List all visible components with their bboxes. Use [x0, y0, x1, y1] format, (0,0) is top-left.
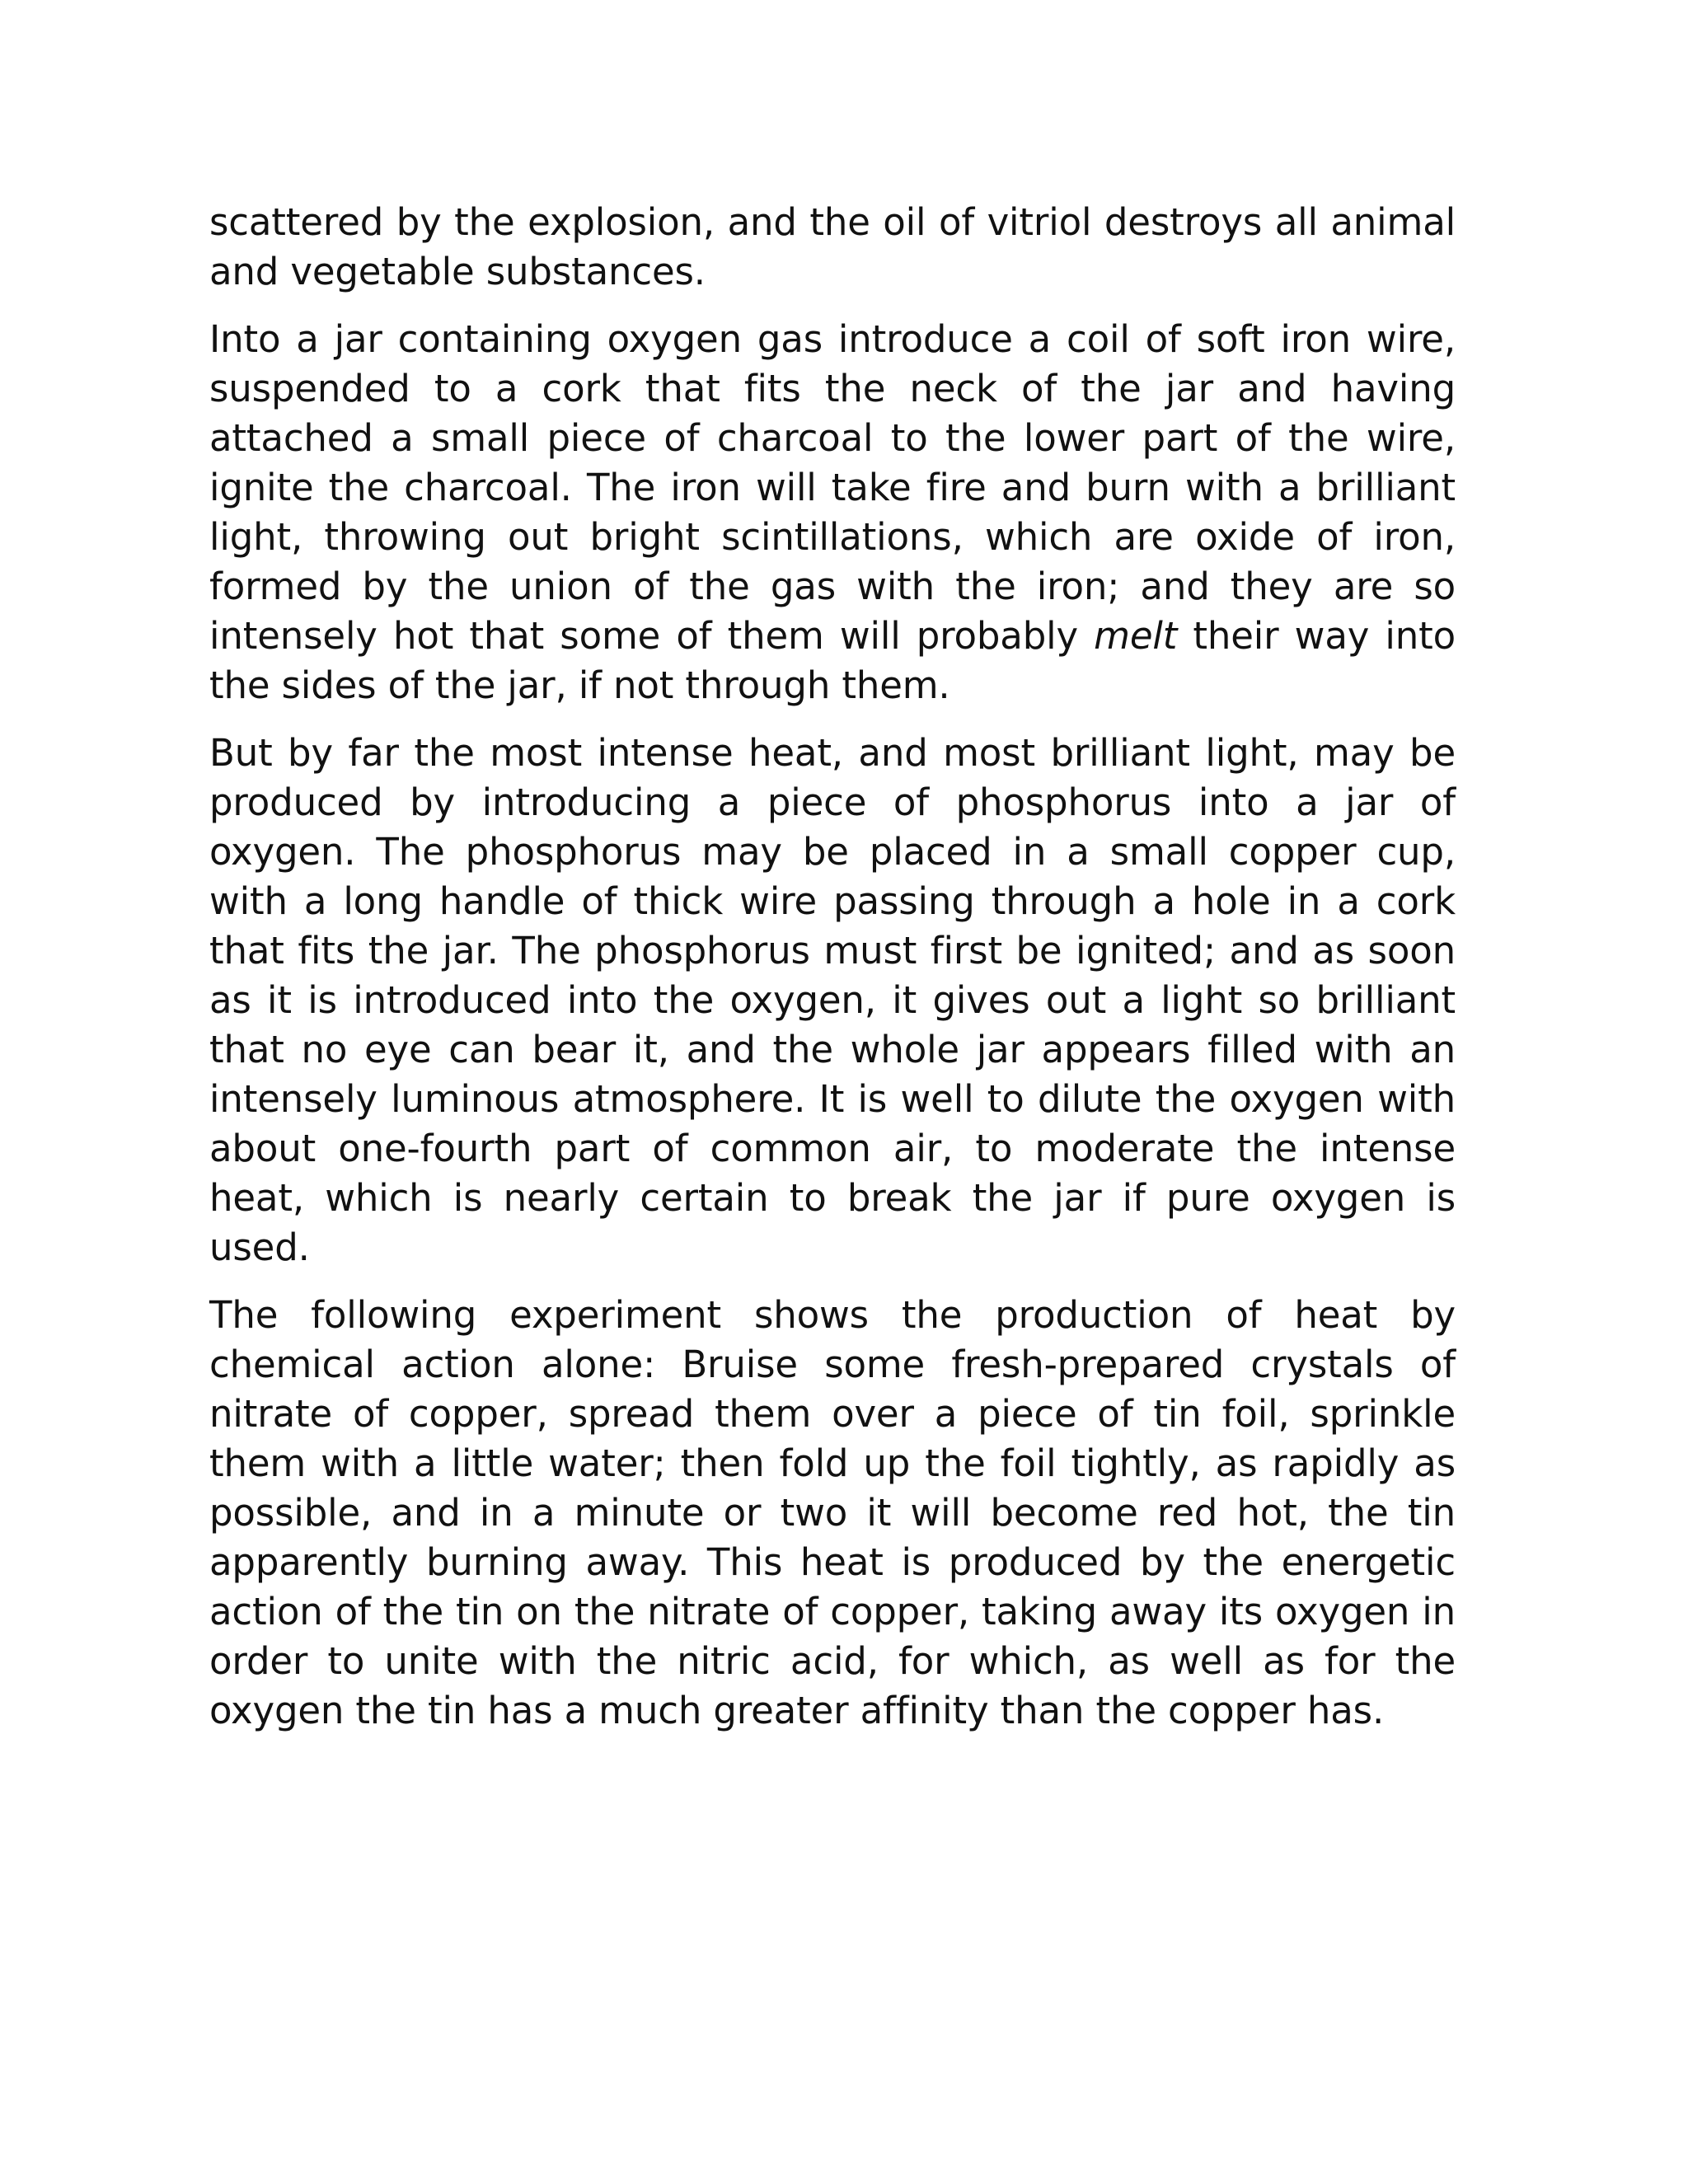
- paragraph-phosphorus-experiment: [209, 729, 1456, 1272]
- paragraph-chemical-heat-experiment: [209, 1291, 1456, 1736]
- body-text: [209, 198, 1456, 1736]
- paragraph-text-before-emphasis: Into a jar containing oxygen gas introduce a coil of soft iron wire, suspended to a cork that fits the neck of the jar and having attached a small piece of charcoal to the lower part of the wire, ignite the charcoal. The iron will take fire and burn with a brilliant light, throwing out bright scintillations, which are oxide of iron, formed by the union of the gas with the iron; and they are so intensely hot that some of them will probably: [209, 317, 1456, 658]
- paragraph-text: But by far the most intense heat, and most brilliant light, may be produced by introducing a piece of phosphorus into a jar of oxygen. The phosphorus may be placed in a small copper cup, with a long handle of thick wire passing through a hole in a cork that fits the jar. The phosphorus must first be ignited; and as soon as it is introduced into the oxygen, it gives out a light so brilliant that no eye can bear it, and the whole jar appears filled with an intensely luminous atmosphere. It is well to dilute the oxygen with about one-fourth part of common air, to moderate the intense heat, which is nearly certain to break the jar if pure oxygen is used.: [209, 731, 1456, 1269]
- paragraph-explosion-continuation: [209, 198, 1456, 297]
- paragraph-text-after-emphasis: their way into the sides of the jar, if not through them.: [209, 614, 1456, 707]
- emphasized-word: melt: [1094, 614, 1178, 658]
- paragraph-text: scattered by the explosion, and the oil of vitriol destroys all animal and vegetable substances.: [209, 200, 1456, 293]
- paragraph-iron-wire-experiment: [209, 315, 1456, 710]
- paragraph-text: The following experiment shows the production of heat by chemical action alone: Bruise some fresh-prepared crystals of nitrate of copper, spread them over a piece of tin foil, sprinkle them with a little water; then fold up the foil tightly, as rapidly as possible, and in a minute or two it will become red hot, the tin apparently burning away. This heat is produced by the energetic action of the tin on the nitrate of copper, taking away its oxygen in order to unite with the nitric acid, for which, as well as for the oxygen the tin has a much greater affinity than the copper has.: [209, 1293, 1456, 1732]
